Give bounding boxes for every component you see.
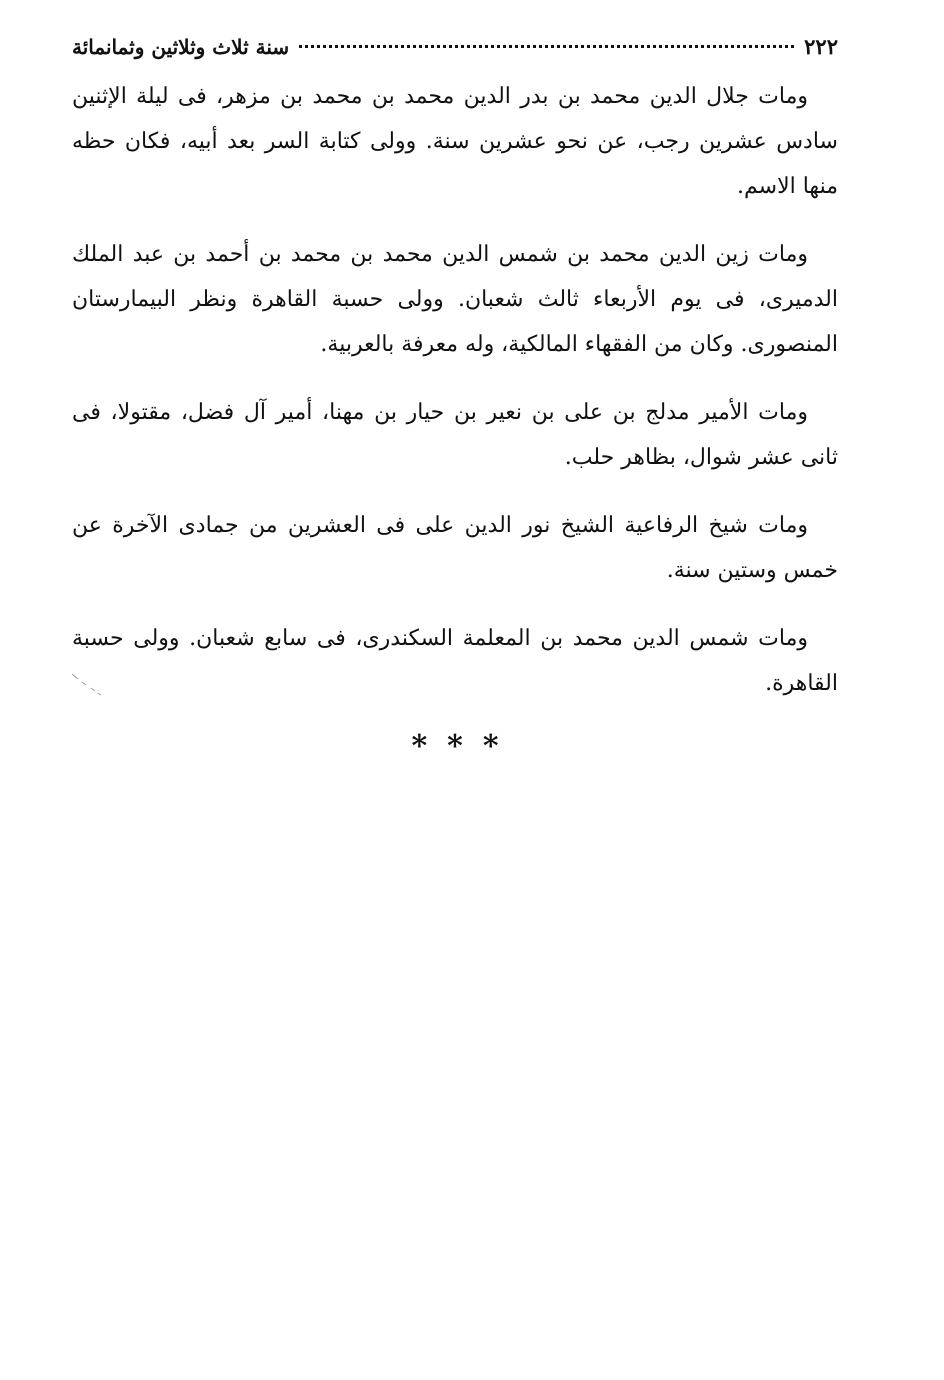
running-head — [72, 34, 838, 74]
paragraph-obituary-5: ومات شمس الدين محمد بن المعلمة السكندرى، فى سابع شعبان. وولى حسبة القاهرة. — [72, 626, 838, 696]
paragraph-obituary-2: ومات زين الدين محمد بن شمس الدين محمد بن محمد بن أحمد بن عبد الملك الدميرى، فى يوم الأربعاء ثالث شعبان. وولى حسبة القاهرة ونظر البيمارستان المنصورى. وكان من الفقهاء المالكية، وله معرفة بالعربية. — [72, 242, 838, 357]
paragraph-obituary-4: ومات شيخ الرفاعية الشيخ نور الدين على فى العشرين من جمادى الآخرة عن خمس وستين سنة. — [72, 513, 838, 583]
scan-speck-mark — [70, 672, 104, 696]
page-body — [72, 34, 838, 764]
paragraph-obituary-3: ومات الأمير مدلج بن على بن نعير بن حيار بن مهنا، أمير آل فضل، مقتولا، فى ثانى عشر شوال، بظاهر حلب. — [72, 400, 838, 470]
paragraph-obituary-1: ومات جلال الدين محمد بن بدر الدين محمد بن محمد بن مزهر، فى ليلة الإثنين سادس عشرين رجب، عن نحو عشرين سنة. وولى كتابة السر بعد أبيه، فكان حظه منها الاسم. — [72, 84, 838, 199]
dotted-leader — [299, 45, 794, 48]
section-separator: *** — [411, 729, 519, 764]
running-title: سنة ثلاث وثلاثين وثمانمائة — [72, 35, 290, 59]
page-number: ٢٢٢ — [804, 34, 838, 59]
